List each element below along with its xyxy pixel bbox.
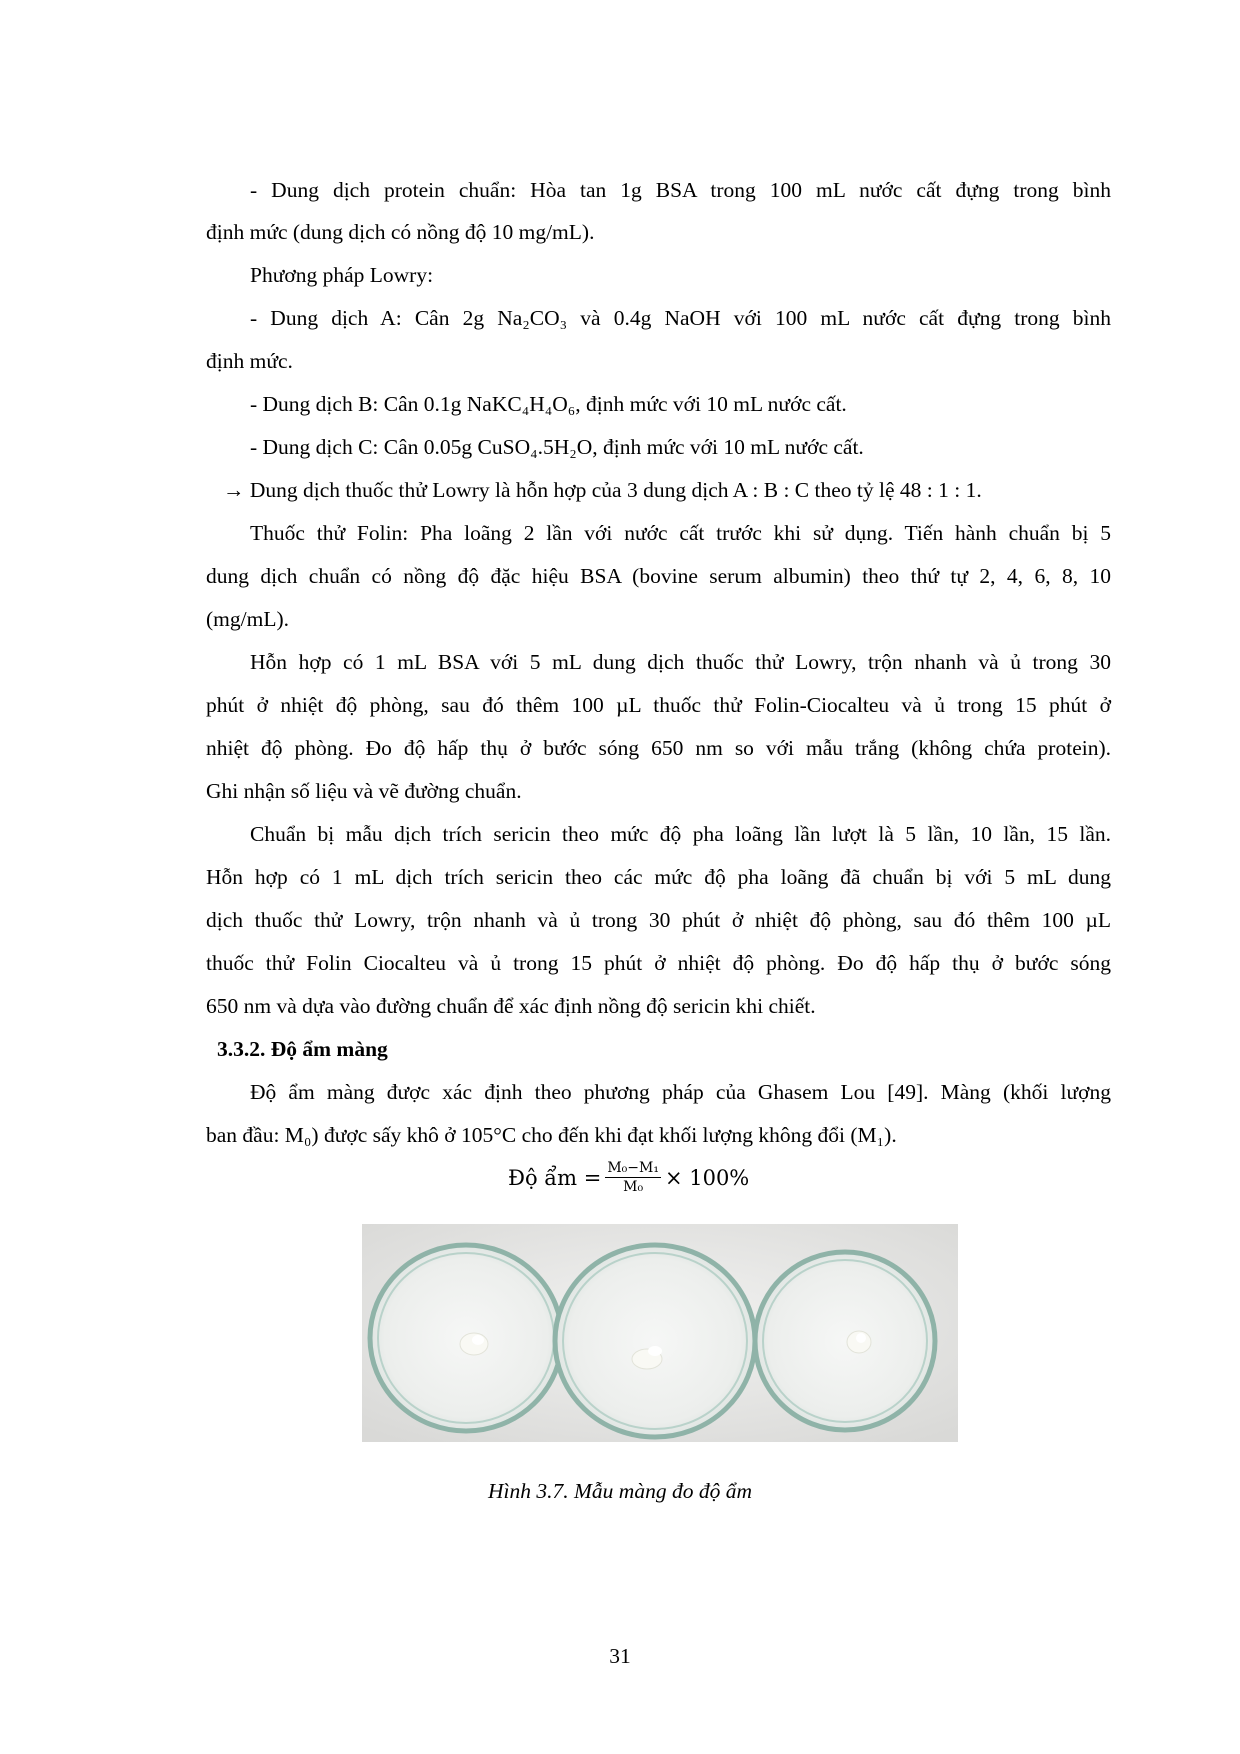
- lowry-ratio-line: → Dung dịch thuốc thử Lowry là hỗn hợp của 3 dung dịch A : B : C theo tỷ lệ 48 : 1 : 1.: [223, 478, 982, 502]
- text-line: dịch thuốc thử Lowry, trộn nhanh và ủ trong 30 phút ở nhiệt độ phòng, sau đó thêm 100 µL: [206, 908, 1111, 932]
- petri-dish-left: [370, 1245, 562, 1431]
- section-heading-3-3-2: 3.3.2. Độ ẩm màng: [217, 1037, 388, 1061]
- sericin-sample-paragraph: Chuẩn bị mẫu dịch trích sericin theo mức độ pha loãng lần lượt là 5 lần, 10 lần, 15 lần.: [250, 822, 1111, 846]
- petri-dish-middle: [555, 1245, 755, 1437]
- text-line: 650 nm và dựa vào đường chuẩn để xác định nồng độ sericin khi chiết.: [206, 994, 816, 1018]
- petri-dish-photo: [362, 1224, 958, 1442]
- text-line: Hỗn hợp có 1 mL dịch trích sericin theo các mức độ pha loãng đã chuẩn bị với 5 mL dung: [206, 865, 1111, 889]
- text-line: Ghi nhận số liệu và vẽ đường chuẩn.: [206, 779, 522, 803]
- text-line: thuốc thử Folin Ciocalteu và ủ trong 15 phút ở nhiệt độ phòng. Đo độ hấp thụ ở bước sóng: [206, 951, 1111, 975]
- formula-numerator: M₀−M₁: [607, 1160, 659, 1176]
- formula-denominator: M₀: [623, 1179, 644, 1195]
- bullet-solution-b: - Dung dịch B: Cân 0.1g NaKC₄H₄O₆, định mức với 10 mL nước cất.: [250, 392, 847, 416]
- text-line: dung dịch chuẩn có nồng độ đặc hiệu BSA (bovine serum albumin) theo thứ tự 2, 4, 6, 8, 10: [206, 564, 1111, 588]
- text-line: (mg/mL).: [206, 607, 289, 631]
- text-line: phút ở nhiệt độ phòng, sau đó thêm 100 µL thuốc thử Folin-Ciocalteu và ủ trong 15 phút ở: [206, 693, 1111, 717]
- moisture-paragraph: Độ ẩm màng được xác định theo phương pháp của Ghasem Lou [49]. Màng (khối lượng: [250, 1080, 1111, 1104]
- bullet-solution-c: - Dung dịch C: Cân 0.05g CuSO₄.5H₂O, định mức với 10 mL nước cất.: [250, 435, 864, 459]
- moisture-formula: [508, 1160, 749, 1195]
- text-line: định mức (dung dịch có nồng độ 10 mg/mL).: [206, 220, 595, 244]
- page-number: 31: [609, 1644, 631, 1668]
- formula-rhs: × 100%: [664, 1165, 750, 1190]
- text-line: nhiệt độ phòng. Đo độ hấp thụ ở bước sóng 650 nm so với mẫu trắng (không chứa protein).: [206, 736, 1111, 760]
- bullet-protein-standard: - Dung dịch protein chuẩn: Hòa tan 1g BSA trong 100 mL nước cất đựng trong bình: [250, 178, 1111, 202]
- formula-fraction: [605, 1160, 661, 1195]
- figure-caption: Hình 3.7. Mẫu màng đo độ ẩm: [488, 1479, 752, 1503]
- petri-dish-right: [755, 1252, 935, 1430]
- text-line: định mức.: [206, 349, 293, 373]
- folin-reagent-paragraph: Thuốc thử Folin: Pha loãng 2 lần với nước cất trước khi sử dụng. Tiến hành chuẩn bị 5: [250, 521, 1111, 545]
- lowry-method-label: Phương pháp Lowry:: [250, 263, 434, 287]
- text-line: ban đầu: M₀) được sấy khô ở 105°C cho đến khi đạt khối lượng không đổi (M₁).: [206, 1123, 897, 1147]
- formula-lhs: Độ ẩm =: [508, 1165, 602, 1190]
- bullet-solution-a: - Dung dịch A: Cân 2g Na₂CO₃ và 0.4g NaOH với 100 mL nước cất đựng trong bình: [250, 306, 1111, 330]
- bsa-mixture-paragraph: Hỗn hợp có 1 mL BSA với 5 mL dung dịch thuốc thử Lowry, trộn nhanh và ủ trong 30: [250, 650, 1111, 674]
